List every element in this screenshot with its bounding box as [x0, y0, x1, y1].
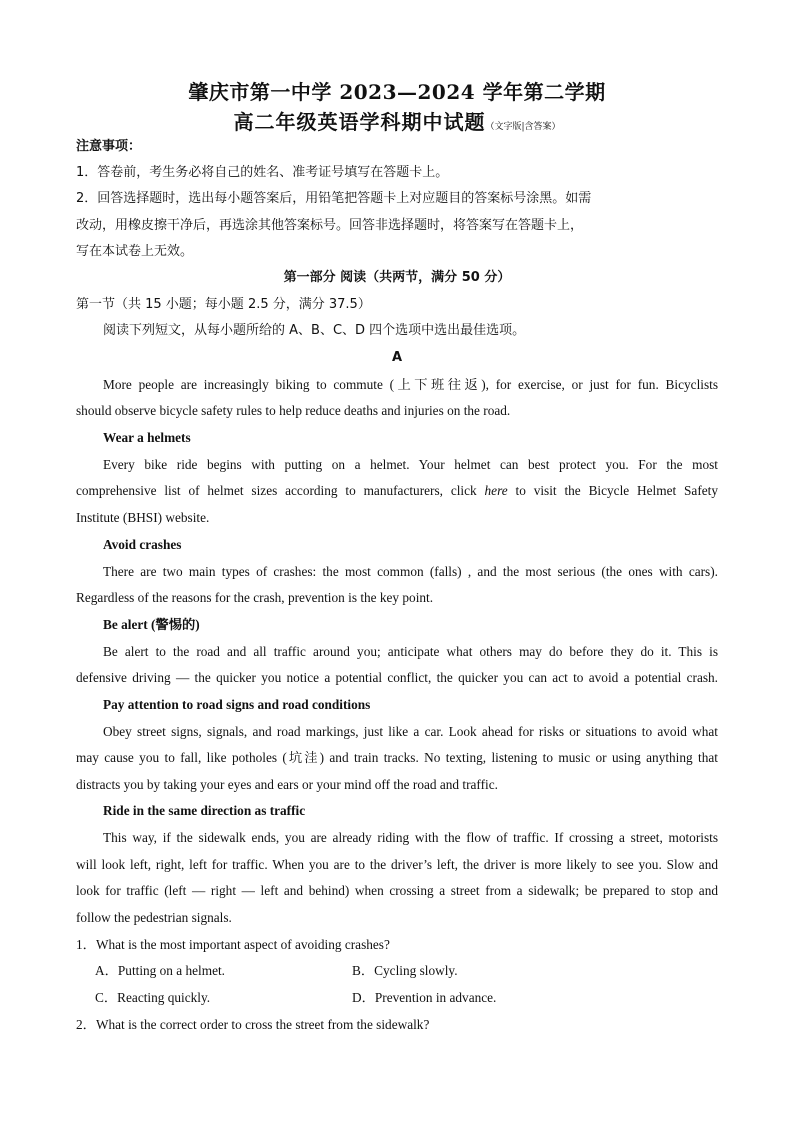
- passage-intro-line-1: More people are increasingly biking to commute (上下班往返), for exercise, or just for fun. Bicyclists: [103, 377, 718, 392]
- paragraph-helmet-text-a: comprehensive list of helmet sizes according to manufacturers, click: [76, 483, 485, 498]
- paragraph-signs-line-2: may cause you to fall, like potholes (坑洼) and train tracks. No texting, listening to music or using anything that: [76, 750, 718, 765]
- heading-road-signs: Pay attention to road signs and road conditions: [103, 697, 371, 712]
- paragraph-helmet-line-3: Institute (BHSI) website.: [76, 510, 210, 525]
- paragraph-helmet-line-2: [76, 478, 718, 504]
- paragraph-alert-line-1: Be alert to the road and all traffic around you; anticipate what others may do before they do it. This is: [103, 644, 718, 659]
- notice-item-2-line-2: 改动，用橡皮擦干净后，再选涂其他答案标号。回答非选择题时，将答案写在答题卡上，: [76, 218, 584, 233]
- paragraph-helmet-text-b: to visit the Bicycle Helmet Safety: [507, 483, 718, 498]
- heading-be-alert: Be alert (警惕的): [103, 617, 200, 632]
- paragraph-direction-line-2: will look left, right, left for traffic. When you are to the driver’s left, the driver is more likely to see you. Slow and: [76, 857, 718, 872]
- paragraph-signs-line-3: distracts you by taking your eyes and ears or your mind off the road and traffic.: [76, 777, 498, 792]
- paragraph-direction-line-3: look for traffic (left — right — left and behind) when crossing a street from a sidewalk; be prepared to stop and: [76, 883, 718, 898]
- notice-item-2-line-3: 写在本试卷上无效。: [76, 244, 194, 259]
- question-1: 1．What is the most important aspect of avoiding crashes?: [76, 937, 390, 952]
- paragraph-direction-line-1: This way, if the sidewalk ends, you are already riding with the flow of traffic. If crossing a street, motorists: [103, 830, 718, 845]
- paragraph-helmet-line-1: Every bike ride begins with putting on a helmet. Your helmet can best protect you. For the most: [103, 457, 718, 472]
- question-1-option-d: D．Prevention in advance.: [352, 990, 497, 1005]
- paragraph-crashes-line-1: There are two main types of crashes: the most common (falls) , and the most serious (the ones with cars).: [103, 564, 718, 579]
- paragraph-direction-line-4: follow the pedestrian signals.: [76, 910, 232, 925]
- passage-intro-line-2: should observe bicycle safety rules to help reduce deaths and injuries on the road.: [76, 403, 511, 418]
- paragraph-alert-line-2: defensive driving — the quicker you notice a potential conflict, the quicker you can act to avoid a potential crash.: [76, 670, 718, 685]
- heading-same-direction: Ride in the same direction as traffic: [103, 803, 306, 818]
- section1-heading: 第一节（共 15 小题；每小题 2.5 分，满分 37.5）: [76, 297, 371, 312]
- question-1-option-a: A．Putting on a helmet.: [95, 963, 226, 978]
- notice-item-2-line-1: 2．回答选择题时，选出每小题答案后，用铅笔把答题卡上对应题目的答案标号涂黑。如需: [76, 191, 592, 206]
- part1-heading: 第一部分 阅读（共两节，满分 50 分）: [283, 270, 511, 285]
- exam-subtitle-text: 高二年级英语学科期中试题: [233, 110, 486, 134]
- notice-item-1: 1．答卷前，考生务必将自己的姓名、准考证号填写在答题卡上。: [76, 165, 449, 180]
- passage-label: A: [391, 350, 403, 365]
- bhsi-link[interactable]: here: [484, 483, 508, 498]
- heading-wear-helmets: Wear a helmets: [103, 430, 191, 445]
- section1-instruction: 阅读下列短文，从每小题所给的 A、B、C、D 四个选项中选出最佳选项。: [103, 323, 526, 338]
- heading-avoid-crashes: Avoid crashes: [103, 537, 182, 552]
- notice-heading: 注意事项：: [76, 139, 142, 154]
- exam-subtitle-note: （文字版|含答案）: [485, 122, 561, 132]
- question-1-option-c: C．Reacting quickly.: [95, 990, 211, 1005]
- question-2: 2．What is the correct order to cross the street from the sidewalk?: [76, 1017, 430, 1032]
- paragraph-crashes-line-2: Regardless of the reasons for the crash, prevention is the key point.: [76, 590, 434, 605]
- paragraph-signs-line-1: Obey street signs, signals, and road markings, just like a car. Look ahead for risks or situations to avoid what: [103, 724, 718, 739]
- exam-title: 肇庆市第一中学 2023—2024 学年第二学期: [188, 80, 606, 104]
- exam-subtitle: [0, 106, 794, 135]
- question-1-option-b: B．Cycling slowly.: [352, 963, 458, 978]
